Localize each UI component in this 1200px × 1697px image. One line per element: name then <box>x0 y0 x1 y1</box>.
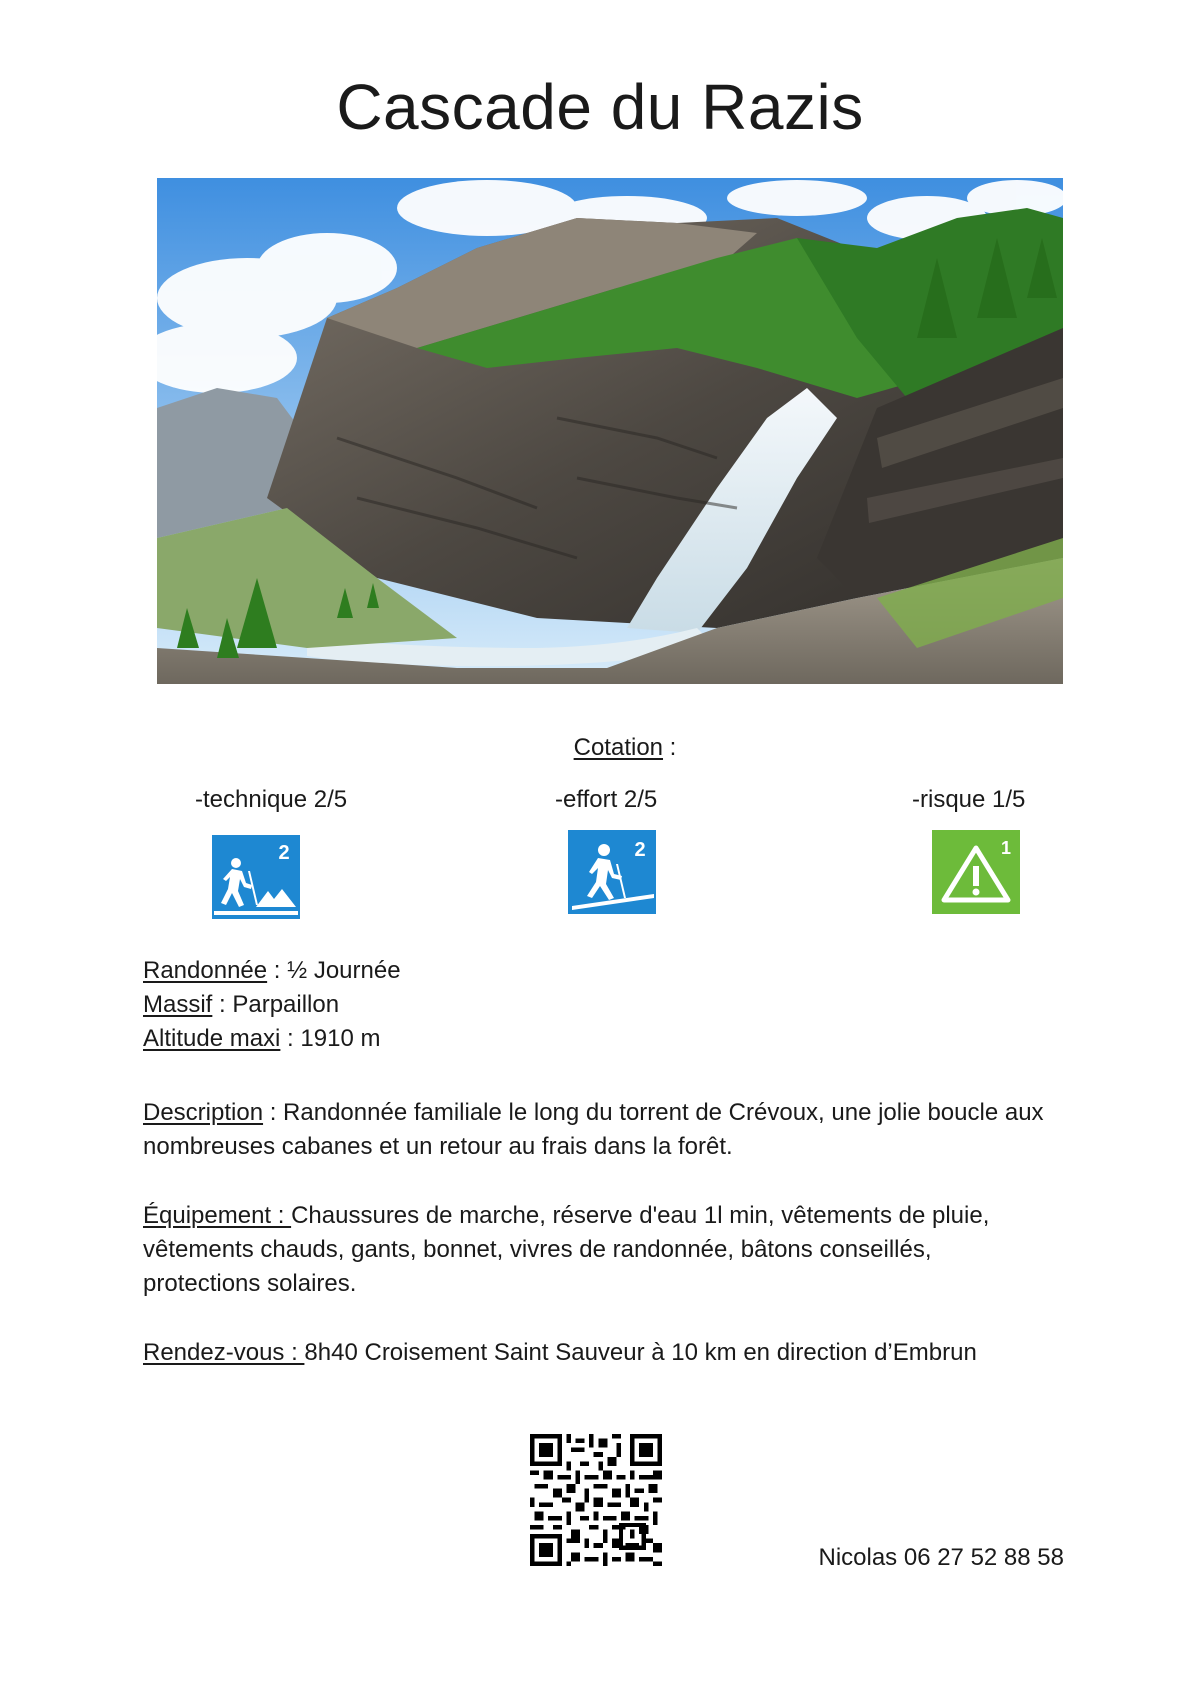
cotation-heading <box>0 734 1200 762</box>
page-title: Cascade du Razis <box>336 71 864 143</box>
rendezvous-paragraph <box>143 1336 1083 1370</box>
contact-info: Nicolas 06 27 52 88 58 <box>818 1544 1064 1571</box>
detail-massif-value: : Parpaillon <box>212 991 340 1018</box>
hiker-effort-icon <box>568 830 656 914</box>
criterion-effort: -effort 2/5 <box>555 786 658 813</box>
equipement-label: Équipement : <box>143 1202 292 1229</box>
hiker-mountain-icon <box>212 835 300 919</box>
criterion-risque: -risque 1/5 <box>912 786 1026 813</box>
criterion-technique: -technique 2/5 <box>195 786 348 813</box>
cotation-heading-label: Cotation <box>573 734 664 761</box>
cotation-heading-suffix: : <box>663 734 677 761</box>
svg-text:2: 2 <box>634 839 646 861</box>
detail-massif-label: Massif <box>143 991 213 1018</box>
equipement-paragraph <box>143 1199 1053 1301</box>
description-value: : Randonnée familiale le long du torrent de Crévoux, une jolie boucle aux nombreuses cabanes et un retour au frais dans la forêt. <box>143 1099 1044 1160</box>
qr-code <box>530 1434 662 1566</box>
rendezvous-label: Rendez-vous : <box>143 1339 305 1366</box>
detail-altitude-label: Altitude maxi <box>143 1025 281 1052</box>
description-paragraph <box>143 1096 1053 1164</box>
detail-massif <box>143 988 401 1022</box>
details-block <box>143 954 401 1056</box>
detail-randonnee <box>143 954 401 988</box>
detail-altitude-value: : 1910 m <box>280 1025 381 1052</box>
warning-icon <box>932 830 1020 914</box>
detail-altitude <box>143 1022 401 1056</box>
detail-randonnee-label: Randonnée <box>143 957 268 984</box>
rendezvous-value: 8h40 Croisement Saint Sauveur à 10 km en direction d’Embrun <box>304 1339 977 1366</box>
svg-text:1: 1 <box>1000 838 1012 858</box>
hero-photo <box>157 178 1063 684</box>
detail-randonnee-value: : ½ Journée <box>267 957 401 984</box>
svg-text:2: 2 <box>278 842 290 864</box>
description-label: Description <box>143 1099 264 1126</box>
equipement-value: Chaussures de marche, réserve d'eau 1l min, vêtements de pluie, vêtements chauds, gants, bonnet, vivres de randonnée, bâtons conseillés, protections solaires. <box>143 1202 990 1297</box>
